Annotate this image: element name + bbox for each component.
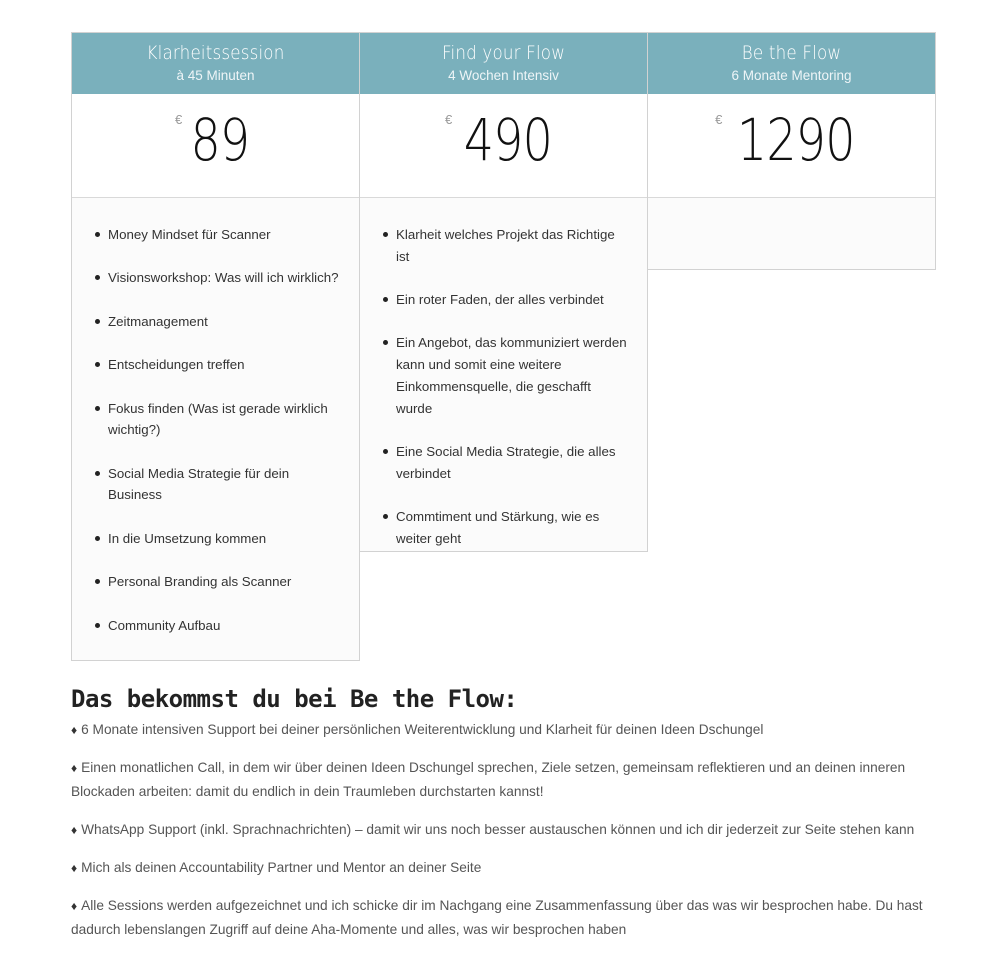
price-value: 490 — [463, 106, 553, 174]
feature-item: Money Mindset für Scanner — [108, 224, 339, 246]
diamond-bullet-icon: ♦ — [71, 761, 78, 775]
section-heading: Das bekommst du bei Be the Flow: — [71, 685, 518, 713]
plan-title: Find your Flow — [441, 42, 566, 64]
price-value: 89 — [190, 106, 250, 174]
plan-subtitle: 4 Wochen Intensiv — [448, 68, 559, 83]
diamond-bullet-icon: ♦ — [71, 723, 78, 737]
feature-item: Personal Branding als Scanner — [108, 571, 339, 593]
feature-item: Fokus finden (Was ist gerade wirklich wichtig?) — [108, 398, 339, 441]
pricing-card-header — [72, 33, 359, 94]
price-value: 1290 — [737, 106, 855, 174]
feature-item: Zeitmanagement — [108, 311, 339, 333]
currency-symbol: € — [174, 112, 183, 127]
detail-paragraph — [71, 894, 931, 942]
plan-price — [648, 94, 935, 198]
detail-text: Einen monatlichen Call, in dem wir über deinen Ideen Dschungel sprechen, Ziele setzen, gemeinsam reflektieren und an deinen inneren Blockaden arbeiten: damit du endlich in dein Traumleben durchstarten kannst! — [71, 760, 906, 799]
detail-paragraph — [71, 718, 931, 742]
feature-item: In die Umsetzung kommen — [108, 528, 339, 550]
feature-item: Eine Social Media Strategie, die alles verbindet — [396, 441, 627, 484]
currency-symbol: € — [445, 112, 453, 127]
plan-title: Klarheitssession — [146, 42, 285, 64]
feature-item: Visionsworkshop: Was will ich wirklich? — [108, 267, 339, 289]
pricing-card-find-your-flow — [359, 32, 648, 552]
feature-item: Ein Angebot, das kommuniziert werden kann und somit eine weitere Einkommensquelle, die geschafft wurde — [396, 332, 627, 419]
diamond-bullet-icon: ♦ — [71, 899, 78, 913]
detail-text: 6 Monate intensiven Support bei deiner persönlichen Weiterentwicklung und Klarheit für deinen Ideen Dschungel — [81, 722, 764, 737]
diamond-bullet-icon: ♦ — [71, 861, 78, 875]
detail-paragraph — [71, 856, 931, 880]
feature-item: Commtiment und Stärkung, wie es weiter geht — [396, 506, 627, 549]
feature-item: Social Media Strategie für dein Business — [108, 463, 339, 506]
plan-price — [72, 94, 359, 198]
feature-item: Entscheidungen treffen — [108, 354, 339, 376]
feature-list — [360, 198, 647, 549]
detail-paragraph — [71, 756, 931, 804]
pricing-card-be-the-flow — [647, 32, 936, 270]
detail-paragraph — [71, 818, 931, 842]
feature-item: Klarheit welches Projekt das Richtige ist — [396, 224, 627, 267]
detail-text: WhatsApp Support (inkl. Sprachnachrichten) – damit wir uns noch besser austauschen können und ich dir jederzeit zur Seite stehen kann — [81, 822, 915, 837]
pricing-card-header — [648, 33, 935, 94]
diamond-bullet-icon: ♦ — [71, 823, 78, 837]
feature-list — [72, 198, 359, 636]
be-the-flow-details — [71, 680, 931, 956]
detail-text: Mich als deinen Accountability Partner und Mentor an deiner Seite — [81, 860, 482, 875]
pricing-card-header — [360, 33, 647, 94]
detail-text: Alle Sessions werden aufgezeichnet und ich schicke dir im Nachgang eine Zusammenfassung über das was wir besprochen habe. Du hast dadurch lebenslangen Zugriff auf deine Aha-Momente und alles, was wir besprochen haben — [71, 898, 923, 937]
plan-subtitle: à 45 Minuten — [176, 68, 255, 83]
pricing-card-klarheitssession — [71, 32, 360, 661]
feature-item: Ein roter Faden, der alles verbindet — [396, 289, 627, 311]
currency-symbol: € — [715, 112, 723, 127]
feature-item: Community Aufbau — [108, 615, 339, 637]
plan-title: Be the Flow — [741, 42, 842, 64]
plan-subtitle: 6 Monate Mentoring — [731, 68, 852, 83]
plan-price — [360, 94, 647, 198]
